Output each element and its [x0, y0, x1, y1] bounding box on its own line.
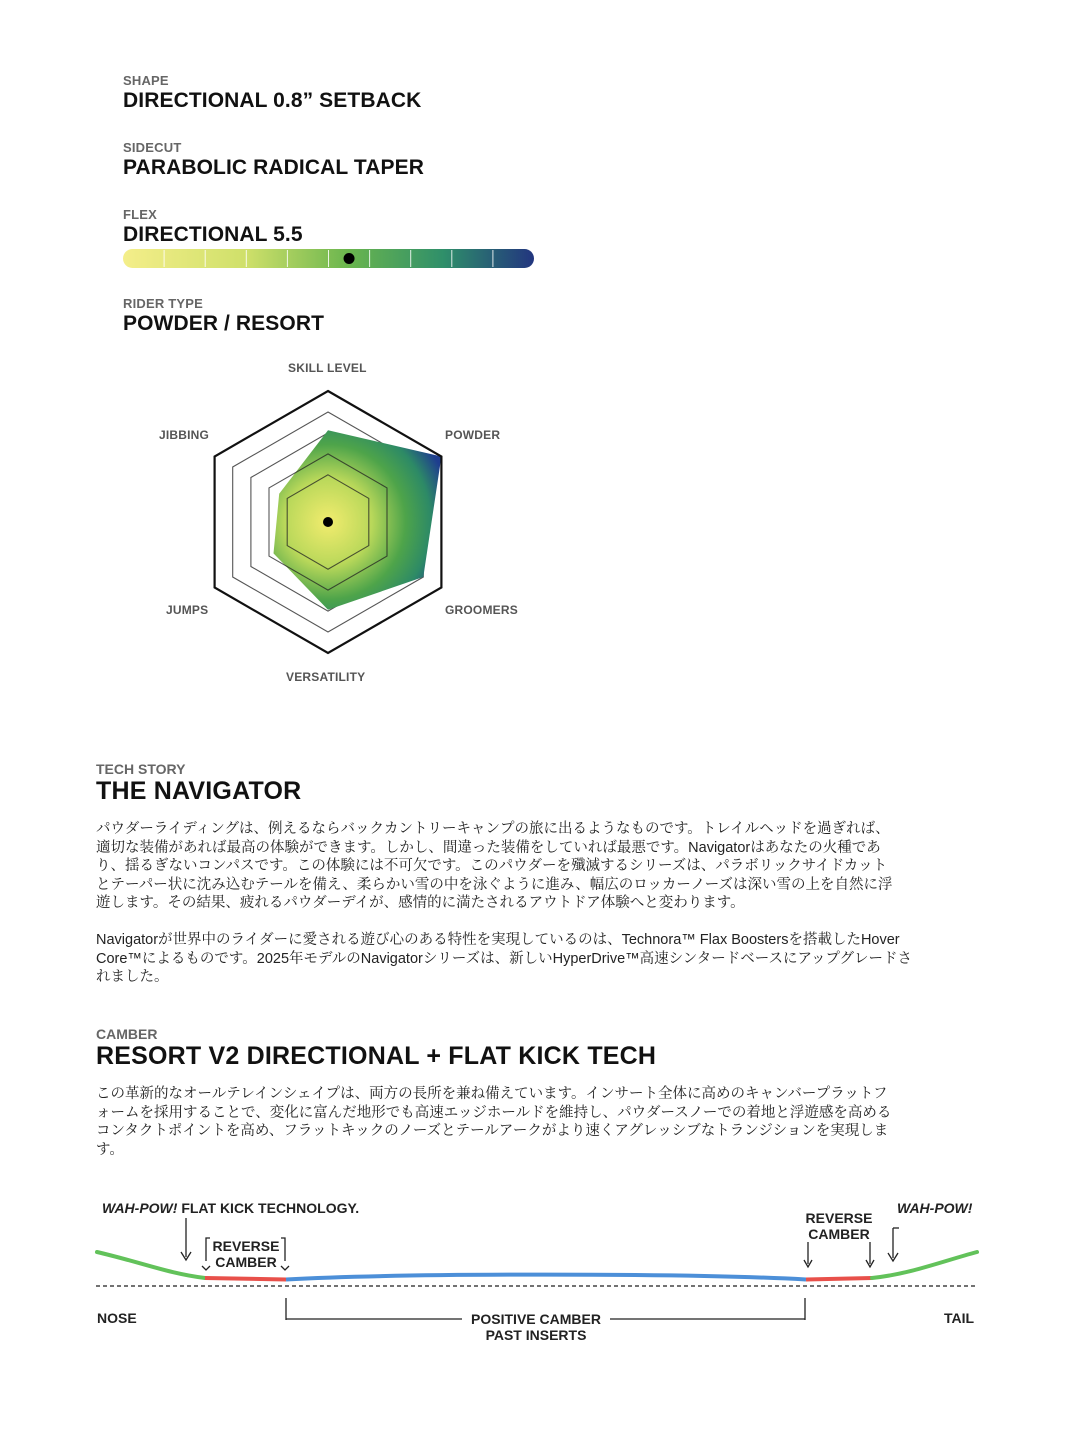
reverse-camber-nose-segment: [205, 1278, 286, 1280]
radar-center-dot: [323, 517, 333, 527]
reverse-camber-right-line1: REVERSE: [805, 1210, 873, 1226]
text-line: ォームを採用することで、変化に富んだ地形でも高速エッジホールドを維持し、パウダースノーでの着地と浮遊感を高める: [96, 1104, 892, 1121]
radar-label-groomers: GROOMERS: [445, 603, 518, 617]
reverse-right-arrowheads: [804, 1260, 874, 1267]
flat-kick-text: FLAT KICK TECHNOLOGY.: [181, 1200, 360, 1216]
camber-title: RESORT V2 DIRECTIONAL + FLAT KICK TECH: [96, 1042, 657, 1070]
tail-label: TAIL: [944, 1310, 975, 1326]
wahpow-flat-kick-label: [102, 1200, 359, 1216]
reverse-camber-tail-segment: [806, 1278, 872, 1280]
wahpow-right-text: WAH-POW!: [897, 1200, 973, 1216]
positive-camber-line1: POSITIVE CAMBER: [471, 1311, 601, 1327]
text-line: コンタクトポイントを高め、フラットキックのノーズとテールアークがより速くアグレッシブなトランジションを実現しま: [96, 1123, 889, 1139]
reverse-camber-left-label: [206, 1238, 286, 1270]
sidecut-label: SIDECUT: [123, 140, 182, 155]
camber-label: CAMBER: [96, 1026, 158, 1042]
positive-camber-line2: PAST INSERTS: [485, 1327, 587, 1343]
nose-label: NOSE: [97, 1310, 137, 1326]
text-line: 遊します。その結果、疲れるパウダーデイが、感情的に満たされるアウトドア体験へと変わります。: [96, 895, 745, 911]
rider-type-value: POWDER / RESORT: [123, 312, 325, 335]
positive-camber-segment: [286, 1275, 806, 1280]
reverse-right-brackets: [808, 1242, 870, 1264]
radar-label-jibbing: JIBBING: [159, 428, 210, 442]
flat-kick-tail-segment: [872, 1252, 977, 1278]
text-line: この革新的なオールテレインシェイプは、両方の長所を兼ね備えています。インサート全体に高めのキャンバープラットフ: [96, 1086, 888, 1102]
reverse-camber-right-line2: CAMBER: [808, 1226, 870, 1242]
text-line: り、揺るぎないコンパスです。この体験には不可欠です。このパウダーを殲滅するシリーズは、パラボリックサイドカット: [96, 858, 888, 874]
tech-story-paragraph-1: [96, 820, 996, 913]
sidecut-value: PARABOLIC RADICAL TAPER: [123, 156, 424, 179]
tech-story-paragraph-2: [96, 931, 996, 987]
flex-label: FLEX: [123, 207, 158, 222]
shape-label: SHAPE: [123, 73, 169, 88]
camber-paragraph: [96, 1085, 996, 1159]
radar-value-shape: [274, 430, 442, 610]
flex-value: DIRECTIONAL 5.5: [123, 223, 303, 246]
radar-label-versatility: VERSATILITY: [286, 670, 366, 684]
text-line: れました。: [96, 969, 169, 985]
text-line: 適切な装備があれば最高の体験ができます。しかし、間違った装備をしていれば最悪です。Navigatorはあなたの火種であ: [96, 839, 881, 856]
tech-story-label: TECH STORY: [96, 761, 186, 777]
radar-label-skill-level: SKILL LEVEL: [288, 361, 367, 375]
reverse-camber-right-label: [799, 1210, 879, 1242]
tech-story-title: THE NAVIGATOR: [96, 777, 302, 805]
text-line: す。: [96, 1141, 124, 1158]
wahpow-left-text: WAH-POW!: [102, 1200, 178, 1216]
text-line: パウダーライディングは、例えるならバックカントリーキャンプの旅に出るようなものです。トレイルヘッドを過ぎれば、: [96, 821, 890, 837]
positive-camber-label: [456, 1311, 616, 1343]
text-line: とテーパー状に沈み込むテールを備え、柔らかい雪の中を泳ぐように進み、幅広のロッカーノーズは深い雪の上を自然に浮: [96, 876, 893, 893]
rider-type-label: RIDER TYPE: [123, 296, 204, 311]
shape-value: DIRECTIONAL 0.8” SETBACK: [123, 89, 422, 112]
radar-label-powder: POWDER: [445, 428, 501, 442]
radar-label-jumps: JUMPS: [166, 603, 209, 617]
text-line: Core™によるものです。2025年モデルのNavigatorシリーズは、新しいHyperDrive™高速シンタードベースにアップグレードさ: [96, 950, 913, 967]
reverse-camber-left-line2: CAMBER: [215, 1254, 277, 1270]
wahpow-right-label: [897, 1200, 972, 1216]
text-line: Navigatorが世界中のライダーに愛される遊び心のある特性を実現しているのは、Technora™ Flax Boostersを搭載したHover: [96, 932, 900, 948]
reverse-camber-left-line1: REVERSE: [212, 1238, 280, 1254]
